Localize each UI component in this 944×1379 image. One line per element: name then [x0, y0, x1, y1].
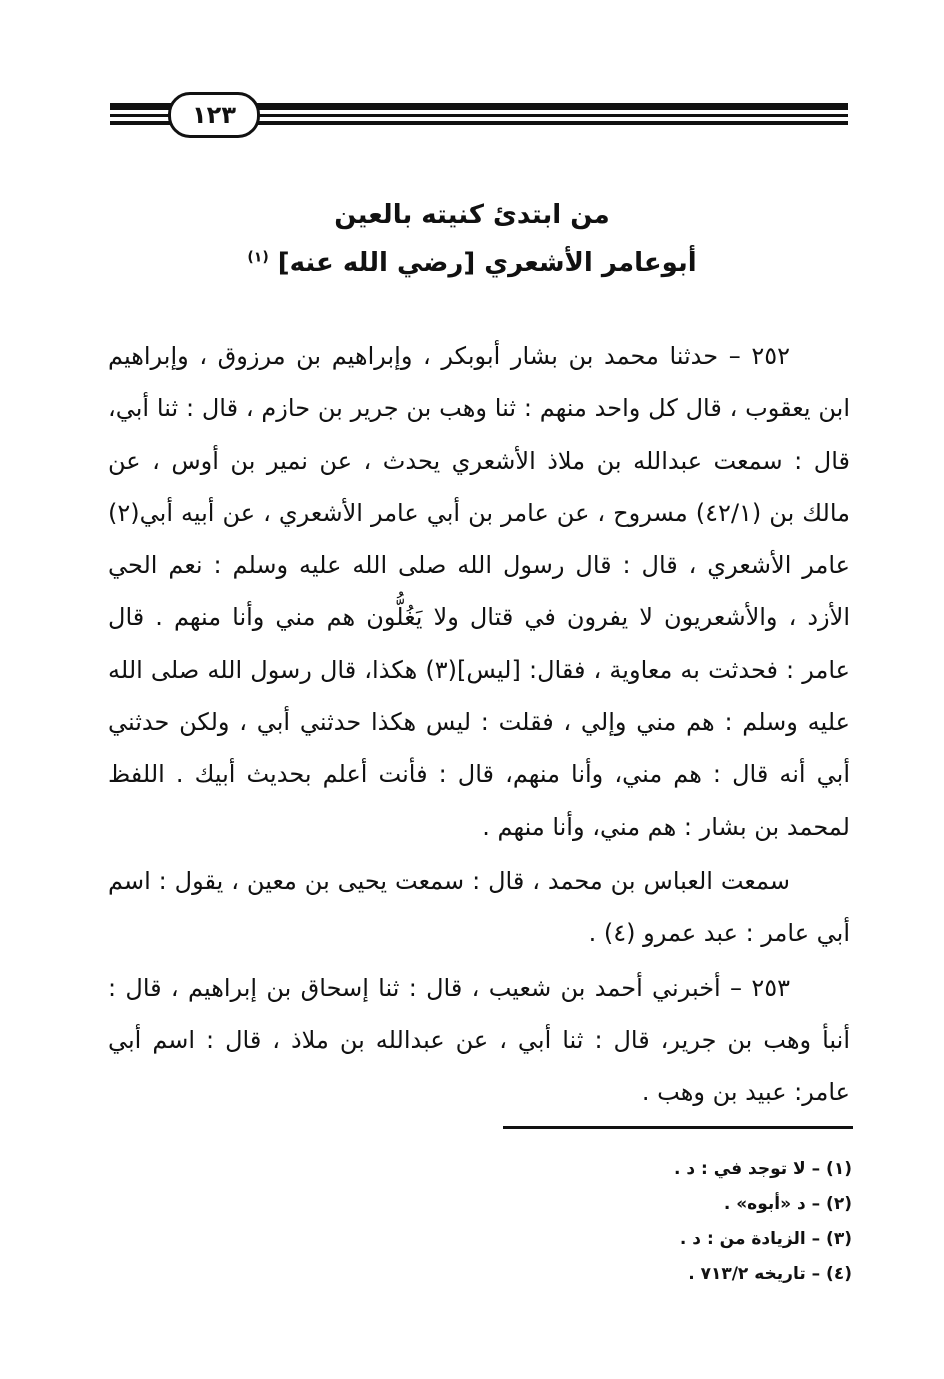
footnote-ref: (١) [247, 249, 269, 266]
footnote-item: (٤) – تاريخه ٧١٣/٢ . [688, 1264, 852, 1284]
subject-title: أبوعامر الأشعري [رضي الله عنه] [277, 248, 697, 278]
paragraph-hadith-252: ٢٥٢ – حدثنا محمد بن بشار أبوبكر ، وإبراهيم بن مرزوق ، وإبراهيم ابن يعقوب ، قال كل واحد منهم : ثنا وهب بن جرير بن حازم ، قال : ثنا أبي، قال : سمعت عبدالله بن ملاذ الأشعري يحدث ، عن نمير بن أوس ، عن مالك بن (٤٢/١) مسروح ، عن عامر بن أبي عامر الأشعري ، عن أبيه أبي(٢) عامر الأشعري ، قال : قال رسول الله صلى الله عليه وسلم : نعم الحي الأزد ، والأشعريون لا يفرون في قتال ولا يَغُلُّون هم مني وأنا منهم . قال عامر : فحدثت به معاوية ، فقال: [ليس](٣) هكذا، قال رسول الله صلى الله عليه وسلم : هم مني وإلي ، فقلت : ليس هكذا حدثني أبي ، ولكن حدثني أبي أنه قال : هم مني، وأنا منهم، قال : فأنت أعلم بحديث أبيك . اللفظ لمحمد بن بشار : هم مني، وأنا منهم . [108, 342, 850, 841]
footnote-item: (٣) – الزيادة من : د . [679, 1229, 852, 1249]
main-text [108, 330, 850, 1118]
footnote-separator [503, 1126, 853, 1129]
footnote-item: (١) – لا توجد في : د . [674, 1159, 852, 1179]
paragraph-note: سمعت العباس بن محمد ، قال : سمعت يحيى بن معين ، يقول : اسم أبي عامر : عبد عمرو (٤) . [108, 866, 850, 948]
paragraph-hadith-253: ٢٥٣ – أخبرني أحمد بن شعيب ، قال : ثنا إسحاق بن إبراهيم ، قال : أنبأ وهب بن جرير، قال : ثنا أبي ، عن عبدالله بن ملاذ ، قال : اسم أبي عامر: عبيد بن وهب . [108, 973, 850, 1107]
page-number: ١٢٣ [168, 92, 260, 138]
footnote-item: (٢) – د «أبوه» . [723, 1194, 852, 1214]
subject-heading [0, 248, 944, 278]
page-header [0, 0, 944, 150]
section-heading: من ابتدئ كنيته بالعين [334, 200, 610, 230]
footnotes [500, 1152, 852, 1292]
